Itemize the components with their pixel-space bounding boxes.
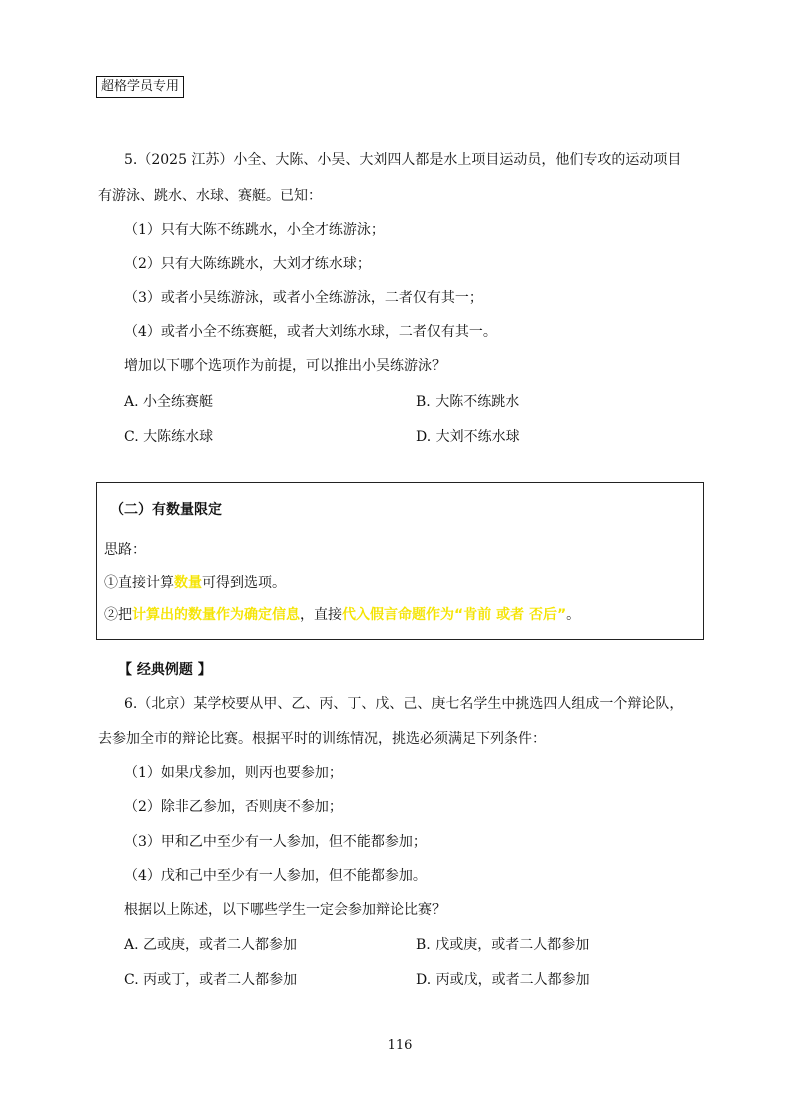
q6-stem-line2: 去参加全市的辩论比赛。根据平时的训练情况，挑选必须满足下列条件： xyxy=(98,731,546,747)
q5-option-c: C. 大陈练水球 xyxy=(124,429,214,445)
q5-question: 增加以下哪个选项作为前提，可以推出小吴练游泳？ xyxy=(124,358,446,374)
q6-option-a: A. 乙或庚，或者二人都参加 xyxy=(124,937,298,953)
q6-option-d: D. 丙或戊，或者二人都参加 xyxy=(416,972,590,988)
q6-stem-line1: 6.（北京）某学校要从甲、乙、丙、丁、戊、己、庚七名学生中挑选四人组成一个辩论队， xyxy=(124,696,684,712)
q5-condition-4: （4）或者小全不练赛艇，或者大刘练水球，二者仅有其一。 xyxy=(124,324,497,340)
method-line-1-pre: ①直接计算 xyxy=(104,575,174,591)
q5-option-a: A. 小全练赛艇 xyxy=(124,394,214,410)
method-box-label: 思路： xyxy=(104,542,146,558)
method-line-2-highlight-2: 代入假言命题作为“肯前 或者 否后” xyxy=(342,607,567,623)
method-line-2 xyxy=(104,605,580,625)
q5-condition-2: （2）只有大陈练跳水，大刘才练水球； xyxy=(124,256,371,272)
method-line-1-highlight: 数量 xyxy=(174,575,202,591)
q5-option-d: D. 大刘不练水球 xyxy=(416,429,520,445)
q5-option-b: B. 大陈不练跳水 xyxy=(416,394,520,410)
page-number: 116 xyxy=(387,1038,413,1053)
q5-condition-3: （3）或者小吴练游泳，或者小全练游泳，二者仅有其一； xyxy=(124,290,483,306)
method-box-title: （二）有数量限定 xyxy=(110,502,222,518)
exclusive-tag: 超格学员专用 xyxy=(96,76,184,98)
q6-condition-3: （3）甲和乙中至少有一人参加，但不能都参加； xyxy=(124,834,427,850)
q5-stem-line2: 有游泳、跳水、水球、赛艇。已知： xyxy=(98,188,322,204)
q6-option-b: B. 戊或庚，或者二人都参加 xyxy=(416,937,590,953)
q5-stem-line1: 5.（2025 江苏）小全、大陈、小吴、大刘四人都是水上项目运动员，他们专攻的运动项目 xyxy=(124,152,682,168)
q6-question: 根据以上陈述，以下哪些学生一定会参加辩论比赛？ xyxy=(124,902,446,918)
method-line-1 xyxy=(104,573,286,593)
q6-option-c: C. 丙或丁，或者二人都参加 xyxy=(124,972,298,988)
q6-condition-1: （1）如果戊参加，则丙也要参加； xyxy=(124,765,343,781)
q6-condition-4: （4）戊和己中至少有一人参加，但不能都参加。 xyxy=(124,868,427,884)
q6-condition-2: （2）除非乙参加，否则庚不参加； xyxy=(124,799,343,815)
method-line-2-mid: ，直接 xyxy=(300,607,342,623)
q5-condition-1: （1）只有大陈不练跳水，小全才练游泳； xyxy=(124,222,385,238)
method-line-1-post: 可得到选项。 xyxy=(202,575,286,591)
example-heading: 【 经典例题 】 xyxy=(118,662,212,678)
method-line-2-pre: ②把 xyxy=(104,607,132,623)
method-line-2-highlight-1: 计算出的数量作为确定信息 xyxy=(132,607,300,623)
method-line-2-post: 。 xyxy=(566,607,581,623)
